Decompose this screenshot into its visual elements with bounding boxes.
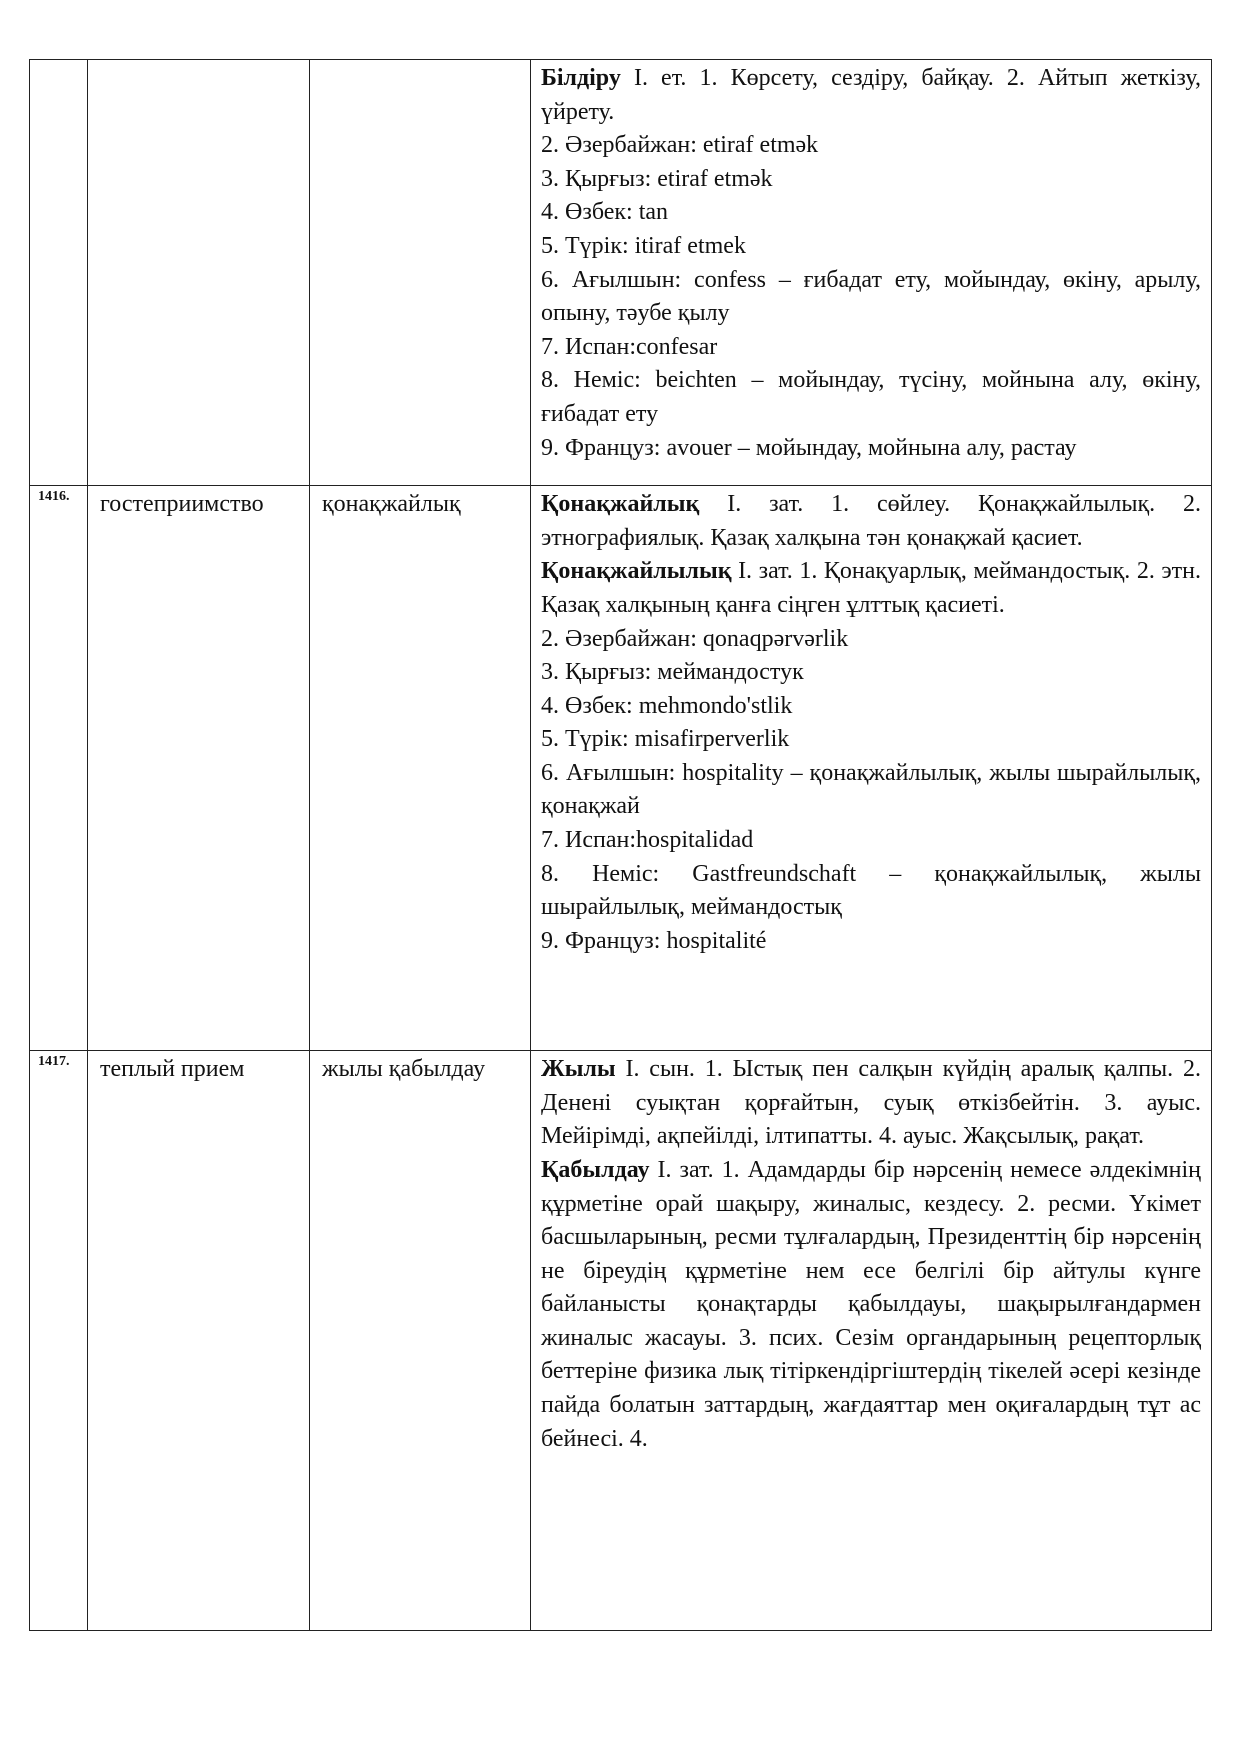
definition-line: Білдіру I. ет. 1. Көрсету, сездіру, байқау. 2. Айтып жеткізу, үйрету. xyxy=(541,65,1201,125)
translation-line: 5. Түрік: itiraf etmek xyxy=(541,232,746,259)
kazakh-term: жылы қабылдау xyxy=(310,1051,531,1631)
translation-line: 2. Әзербайжан: etiraf etmək xyxy=(541,132,819,159)
translation-line: 7. Испан:confesar xyxy=(541,333,718,360)
translation-line: 4. Өзбек: mehmondo'stlik xyxy=(541,692,793,719)
definition-cell xyxy=(531,60,1212,486)
dictionary-page xyxy=(29,59,1211,1631)
translation-line: 7. Испан:hospitalidad xyxy=(541,827,754,854)
translation-line: 8. Неміс: Gastfreundschaft – қонақжайлылық, жылы шырайлылық, меймандостық xyxy=(541,860,1201,921)
translation-line: 8. Неміс: beichten – мойындау, түсіну, мойнына алу, өкіну, ғибадат ету xyxy=(541,367,1201,427)
definition-cell xyxy=(531,1051,1212,1631)
table-row xyxy=(30,486,1212,1051)
translation-line: 6. Ағылшын: hospitality – қонақжайлылық, жылы шырайлылық, қонақжай xyxy=(541,759,1201,820)
russian-term xyxy=(88,60,310,486)
headword: Қонақжайлылық xyxy=(541,558,732,585)
headword: Білдіру xyxy=(541,65,621,91)
table-row xyxy=(30,60,1212,486)
translation-line: 9. Француз: hospitalité xyxy=(541,927,767,954)
translation-line: 9. Француз: avouer – мойындау, мойнына алу, растау xyxy=(541,434,1077,461)
entry-number: 1416. xyxy=(30,486,88,1051)
russian-term: гостеприимство xyxy=(88,486,310,1051)
table-row xyxy=(30,1051,1212,1631)
headword: Жылы xyxy=(541,1056,616,1083)
definition-line: Қабылдау I. зат. 1. Адамдарды бір нәрсенің немесе әлдекімнің құрметіне орай шақыру, жиналыс, кездесу. 2. ресми. Үкімет басшыларының, ресми тұлғалардың, Президенттің бір нәрсенің не біреудің құрметіне нем есе белгілі бір айтулы күнге байланысты қонақтарды қабылдауы, шақырылғандармен жиналыс жасауы. 3. псих. Сезім органдарының рецепторлық беттеріне физика лық тітіркендіргіштердің тікелей әсері кезінде пайда болатын заттардың, жағдаяттар мен оқиғалардың тұт ас бейнесі. 4. xyxy=(541,1156,1201,1452)
translation-line: 5. Түрік: misafirperverlik xyxy=(541,726,790,753)
definition-line: Қонақжайлық I. зат. 1. сөйлеу. Қонақжайлылық. 2. этнографиялық. Қазақ халқына тән қонақжай қасиет. xyxy=(541,491,1201,551)
kazakh-term: қонақжайлық xyxy=(310,486,531,1051)
definition-line: Қонақжайлылық I. зат. 1. Қонақуарлық, меймандостық. 2. этн. Қазақ халқының қанға сіңген ұлттық қасиеті. xyxy=(541,558,1201,618)
entry-number: 1417. xyxy=(30,1051,88,1631)
definition-cell xyxy=(531,486,1212,1051)
translation-line: 2. Әзербайжан: qonaqpərvərlik xyxy=(541,625,849,652)
headword: Қонақжайлық xyxy=(541,491,700,518)
translation-line: 6. Ағылшын: confess – ғибадат ету, мойындау, өкіну, арылу, опыну, тәубе қылу xyxy=(541,266,1201,327)
headword: Қабылдау xyxy=(541,1156,650,1183)
translation-line: 3. Қырғыз: etiraf etmək xyxy=(541,165,773,192)
kazakh-term xyxy=(310,60,531,486)
definition-line: Жылы I. сын. 1. Ыстық пен салқын күйдің аралық қалпы. 2. Денені суықтан қорғайтын, суық өткізбейтін. 3. ауыс. Мейірімді, ақпейілді, ілтипатты. 4. ауыс. Жақсылық, рақат. xyxy=(541,1056,1201,1150)
dictionary-table xyxy=(29,59,1212,1631)
russian-term: теплый прием xyxy=(88,1051,310,1631)
translation-line: 4. Өзбек: tan xyxy=(541,199,669,226)
entry-number xyxy=(30,60,88,486)
translation-line: 3. Қырғыз: меймандостук xyxy=(541,659,804,686)
